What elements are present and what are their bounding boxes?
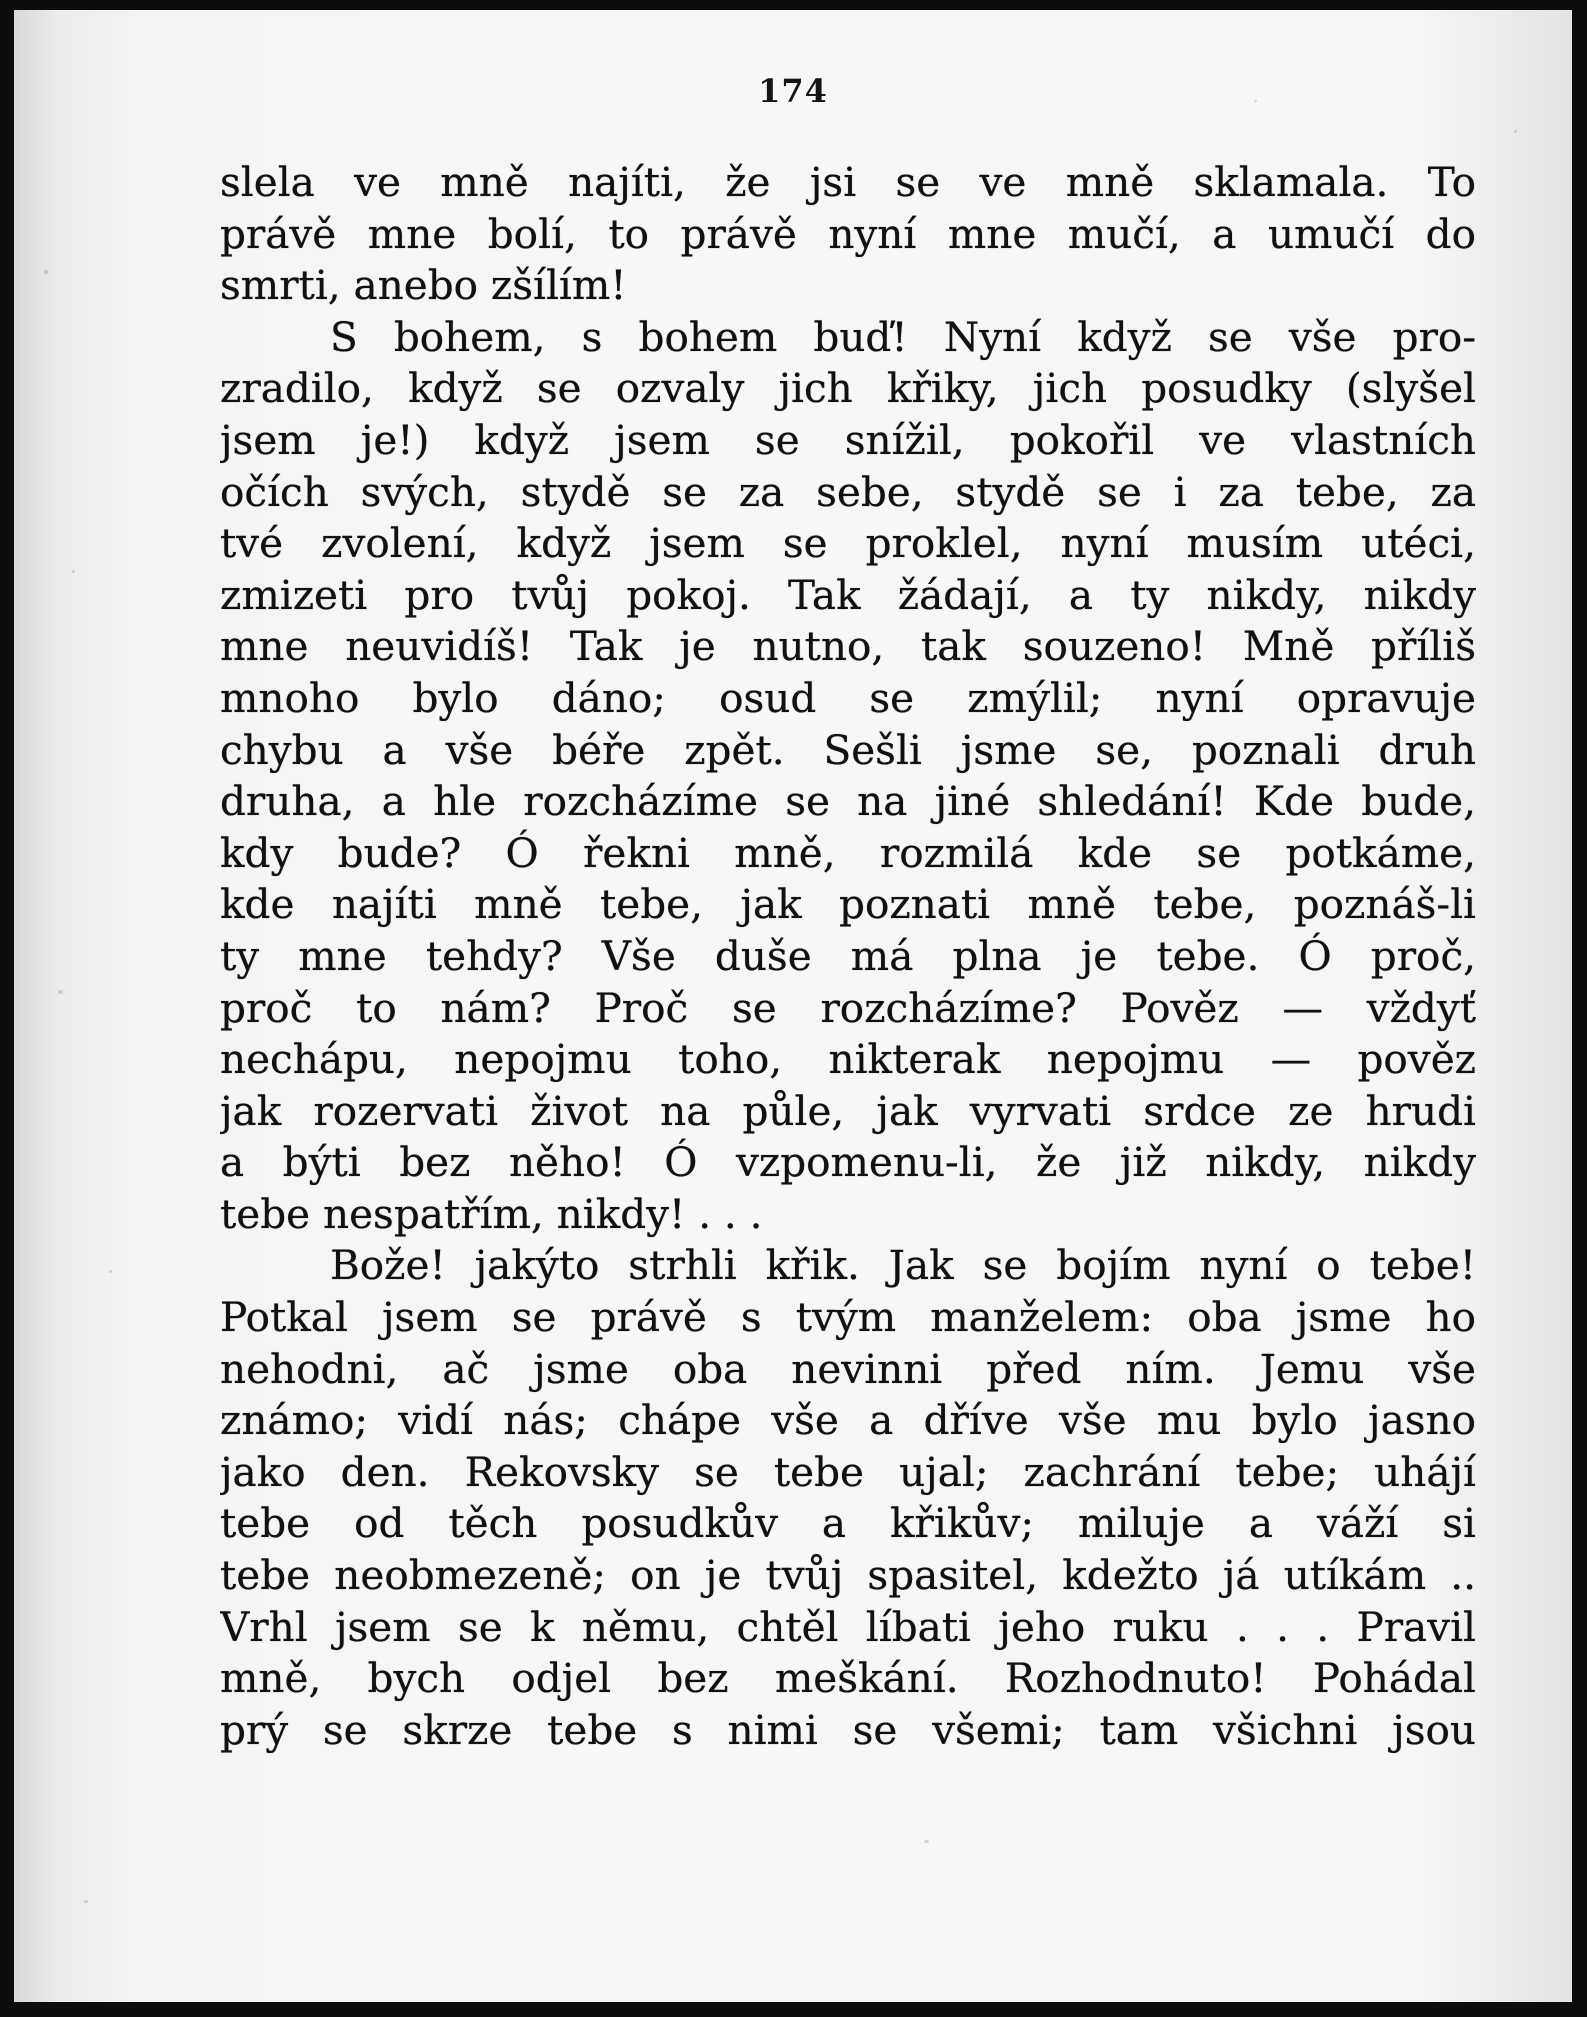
text-line: Vrhl jsem se k němu, chtěl líbati jeho ruku . . . Pravil xyxy=(220,1602,1476,1651)
text-line: kde najíti mně tebe, jak poznati mně tebe, poznáš-li xyxy=(220,880,1476,929)
text-line: tebe nespatřím, nikdy! . . . xyxy=(220,1189,763,1238)
text-line: Potkal jsem se právě s tvým manželem: oba jsme ho xyxy=(220,1293,1476,1342)
paper-speckle xyxy=(58,990,63,994)
text-line: nechápu, nepojmu toho, nikterak nepojmu — pověz xyxy=(220,1035,1476,1084)
text-line: proč to nám? Proč se rozcházíme? Pověz — vždyť xyxy=(220,983,1476,1032)
text-line: smrti, anebo zšílím! xyxy=(220,261,627,310)
paper-speckle xyxy=(924,1840,929,1843)
text-line: mnoho bylo dáno; osud se zmýlil; nyní opravuje xyxy=(220,673,1476,722)
text-line: mne neuvidíš! Tak je nutno, tak souzeno! Mně příliš xyxy=(220,622,1476,671)
text-line: očích svých, stydě se za sebe, stydě se i za tebe, za xyxy=(220,467,1476,516)
text-line: jak rozervati život na půle, jak vyrvati srdce ze hrudi xyxy=(220,1086,1476,1135)
text-line: mně, bych odjel bez meškání. Rozhodnuto! Pohádal xyxy=(220,1654,1476,1703)
text-line: tvé zvolení, když jsem se proklel, nyní musím utéci, xyxy=(220,519,1476,568)
paper-speckle xyxy=(72,570,75,573)
paper-speckle xyxy=(109,1270,112,1273)
text-line: právě mne bolí, to právě nyní mne mučí, a umučí do xyxy=(220,209,1476,258)
text-line: S bohem, s bohem buď! Nyní když se vše pro- xyxy=(330,312,1476,361)
text-line: známo; vidí nás; chápe vše a dříve vše mu bylo jasno xyxy=(220,1396,1476,1445)
text-line: ty mne tehdy? Vše duše má plna je tebe. Ó proč, xyxy=(220,931,1476,980)
book-page xyxy=(14,10,1572,2002)
text-line: zmizeti pro tvůj pokoj. Tak žádají, a ty nikdy, nikdy xyxy=(220,570,1476,619)
text-line: jsem je!) když jsem se snížil, pokořil ve vlastních xyxy=(220,415,1476,464)
text-line: slela ve mně najíti, že jsi se ve mně sklamala. To xyxy=(220,158,1476,206)
page-number: 174 xyxy=(758,72,828,110)
body-text xyxy=(220,157,1476,1756)
text-line: tebe neobmezeně; on je tvůj spasitel, kdežto já utíkám .. xyxy=(220,1551,1476,1600)
text-line: zradilo, když se ozvaly jich křiky, jich posudky (slyšel xyxy=(220,364,1476,413)
text-line: jako den. Rekovsky se tebe ujal; zachrání tebe; uhájí xyxy=(220,1447,1476,1496)
text-line: a býti bez něho! Ó vzpomenu-li, že již nikdy, nikdy xyxy=(220,1138,1476,1187)
text-line: prý se skrze tebe s nimi se všemi; tam všichni jsou xyxy=(220,1705,1476,1754)
text-line: tebe od těch posudkův a křikův; miluje a váží si xyxy=(220,1499,1476,1548)
text-line: druha, a hle rozcházíme se na jiné shledání! Kde bude, xyxy=(220,777,1476,826)
paper-speckle xyxy=(44,270,48,274)
paper-speckle xyxy=(84,1900,88,1903)
text-line: chybu a vše béře zpět. Sešli jsme se, poznali druh xyxy=(220,725,1476,774)
text-line: nehodni, ač jsme oba nevinni před ním. Jemu vše xyxy=(220,1344,1476,1393)
paper-speckle xyxy=(1514,130,1517,133)
text-line: Bože! jakýto strhli křik. Jak se bojím nyní o tebe! xyxy=(330,1241,1476,1290)
text-line: kdy bude? Ó řekni mně, rozmilá kde se potkáme, xyxy=(220,828,1476,877)
